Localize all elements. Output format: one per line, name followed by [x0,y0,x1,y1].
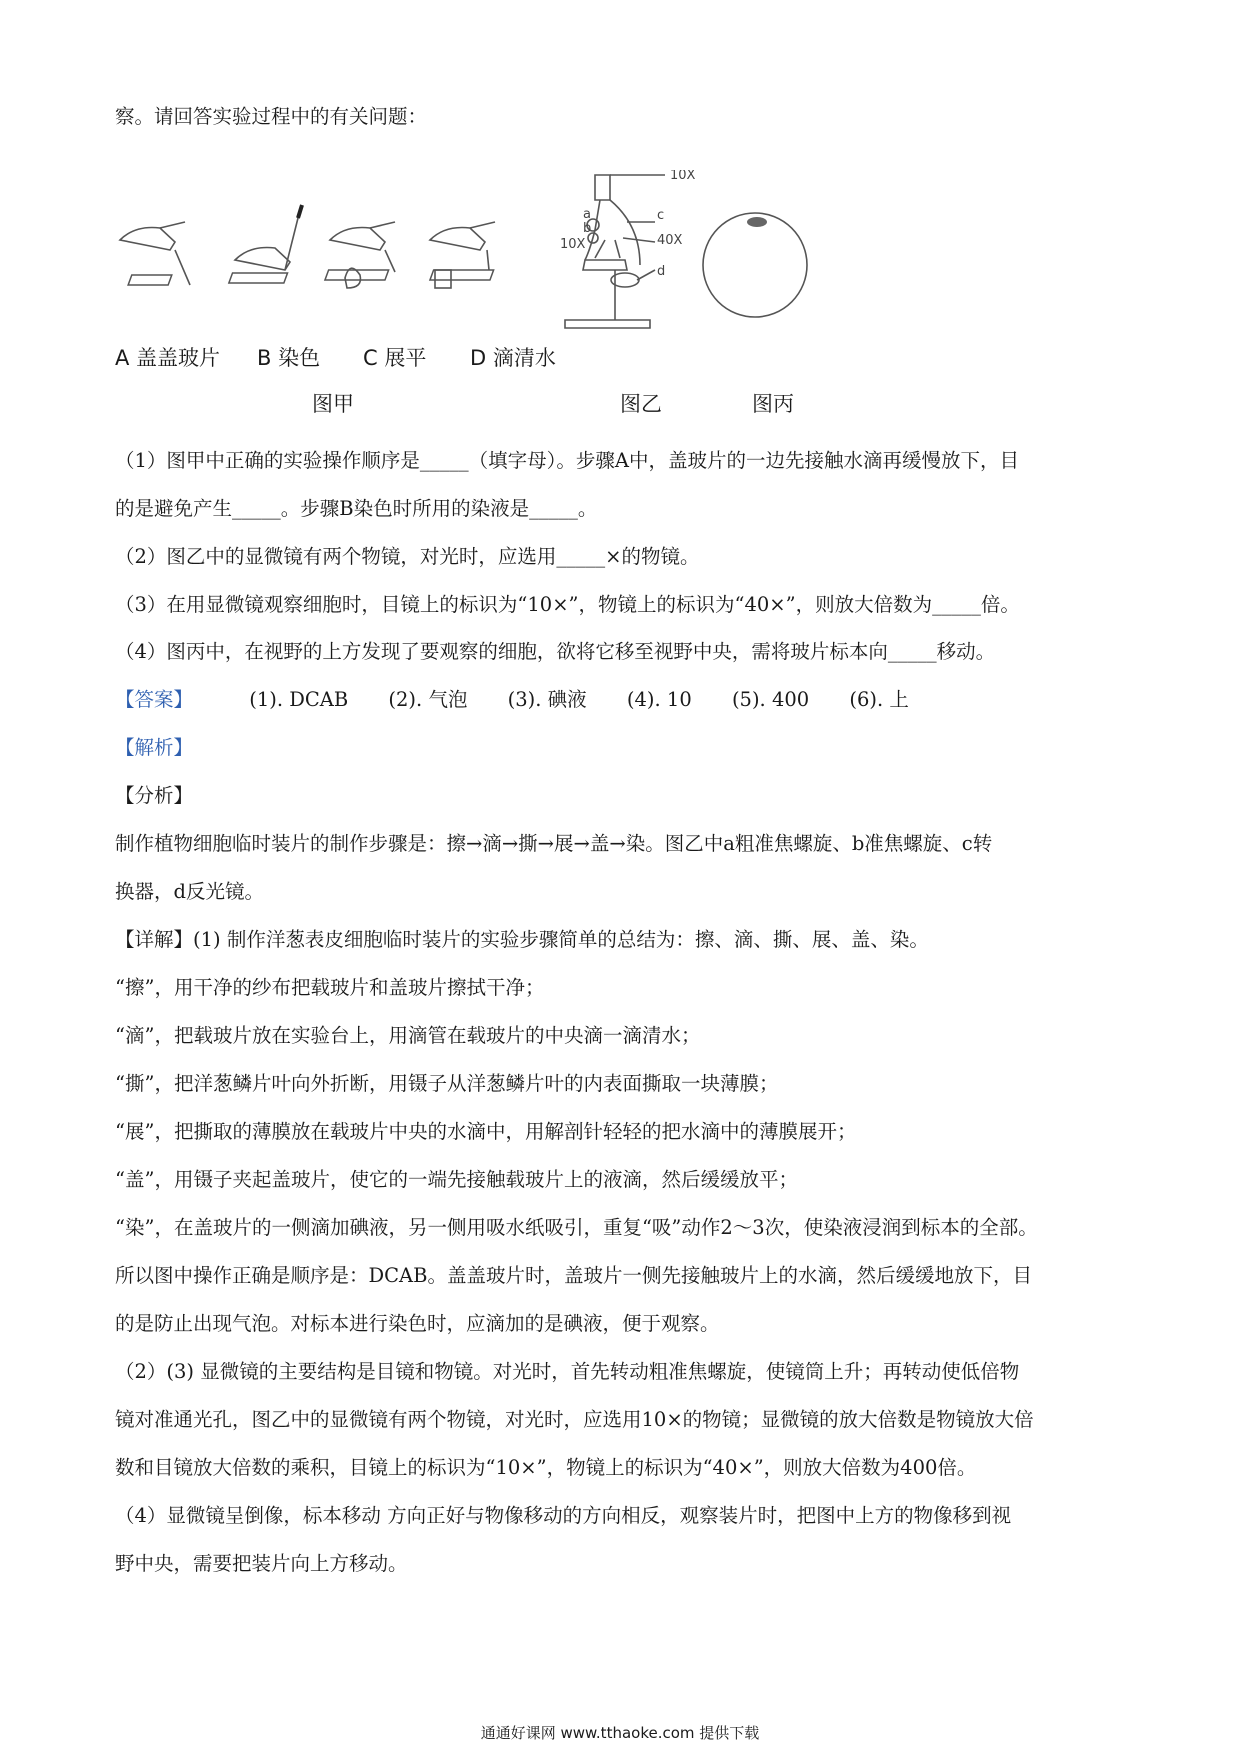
step-a-drawing [120,222,190,285]
analysis-line-1: 制作植物细胞临时装片的制作步骤是：擦→滴→撕→展→盖→染。图乙中a粗准焦螺旋、b准焦螺旋、c转 [115,832,993,855]
answer-item-4: (4). 10 [626,688,692,711]
analysis-tag: 【解析】 [115,736,194,759]
step-c-label: C 展平 [363,346,427,370]
detail-line-3: “滴”，把载玻片放在实验台上，用滴管在载玻片的中央滴一滴清水； [115,1024,701,1047]
detail-line-4: “撕”，把洋葱鳞片叶向外折断，用镊子从洋葱鳞片叶的内表面撕取一块薄膜； [115,1072,779,1095]
detail-line-11: 镜对准通光孔，图乙中的显微镜有两个物镜，对光时，应选用10×的物镜；显微镜的放大倍数是物镜放大倍 [115,1408,1034,1431]
answer-line [115,685,1130,715]
detail-line-12: 数和目镜放大倍数的乘积，目镜上的标识为“10×”，物镜上的标识为“40×”，则放大倍数为400倍。 [115,1456,977,1479]
detail-line-7: “染”，在盖玻片的一侧滴加碘液，另一侧用吸水纸吸引，重复“吸”动作2～3次，使染液浸润到标本的全部。 [115,1216,1038,1239]
detail-line-9: 的是防止出现气泡。对标本进行染色时，应滴加的是碘液，便于观察。 [115,1312,720,1335]
analysis-line-2: 换器，d反光镜。 [115,880,264,903]
step-d-drawing [430,222,495,288]
answer-item-3: (3). 碘液 [507,688,587,711]
label-c: c [657,208,665,223]
answer-item-2: (2). 气泡 [388,688,468,711]
figure-drawings [115,170,835,350]
step-b-label: B 染色 [257,346,321,370]
question-2: （2）图乙中的显微镜有两个物镜，对光时，应选用_____×的物镜。 [115,545,700,568]
answer-item-6: (6). 上 [849,688,909,711]
page-footer: 通通好课网 www.tthaoke.com 提供下载 [480,1724,760,1742]
answer-item-5: (5). 400 [731,688,810,711]
step-a-label: A 盖盖玻片 [115,346,221,370]
detail-line-1: 【详解】(1) 制作洋葱表皮细胞临时装片的实验步骤简单的总结为：擦、滴、撕、展、盖、染。 [115,928,929,951]
question-3: （3）在用显微镜观察细胞时，目镜上的标识为“10×”，物镜上的标识为“40×”，则放大倍数为_____倍。 [115,593,1020,616]
label-40x: 40X [657,233,683,248]
step-b-drawing [229,205,302,283]
field-of-view-drawing [703,213,807,317]
detail-line-14: 野中央，需要把装片向上方移动。 [115,1552,408,1575]
question-4: （4）图丙中，在视野的上方发现了要观察的细胞，欲将它移至视野中央，需将玻片标本向_____移动。 [115,640,996,663]
label-10x-top: 10X [670,170,696,183]
detail-line-2: “擦”，用干净的纱布把载玻片和盖玻片擦拭干净； [115,976,545,999]
step-c-drawing [325,222,395,288]
analysis-subheading: 【分析】 [115,784,194,807]
intro-text: 察。请回答实验过程中的有关问题： [115,105,428,128]
caption-jia: 图甲 [312,392,354,416]
step-d-label: D 滴清水 [470,346,556,370]
question-1b: 的是避免产生_____。步骤B染色时所用的染液是_____。 [115,497,598,520]
answer-item-1: (1). DCAB [249,688,349,711]
detail-line-10: （2）(3) 显微镜的主要结构是目镜和物镜。对光时，首先转动粗准焦螺旋，使镜筒上升；再转动使低倍物 [115,1360,1020,1383]
detail-line-5: “展”，把撕取的薄膜放在载玻片中央的水滴中，用解剖针轻轻的把水滴中的薄膜展开； [115,1120,857,1143]
answer-tag: 【答案】 [115,688,194,711]
detail-line-6: “盖”，用镊子夹起盖玻片，使它的一端先接触载玻片上的液滴，然后缓缓放平； [115,1168,798,1191]
detail-line-13: （4）显微镜呈倒像，标本移动 方向正好与物像移动的方向相反，观察装片时，把图中上方的物像移到视 [115,1504,1012,1527]
label-d: d [657,264,666,279]
question-1a: （1）图甲中正确的实验操作顺序是_____（填字母）。步骤A中，盖玻片的一边先接触水滴再缓慢放下，目 [115,449,1019,472]
label-10x-left: 10X [560,237,586,252]
caption-bing: 图丙 [752,392,794,416]
label-a: a [583,207,591,222]
experiment-figure [115,170,835,420]
label-b: b [583,221,592,236]
caption-yi: 图乙 [620,392,662,416]
detail-line-8: 所以图中操作正确是顺序是：DCAB。盖盖玻片时，盖玻片一侧先接触玻片上的水滴，然后缓缓地放下，目 [115,1264,1032,1287]
